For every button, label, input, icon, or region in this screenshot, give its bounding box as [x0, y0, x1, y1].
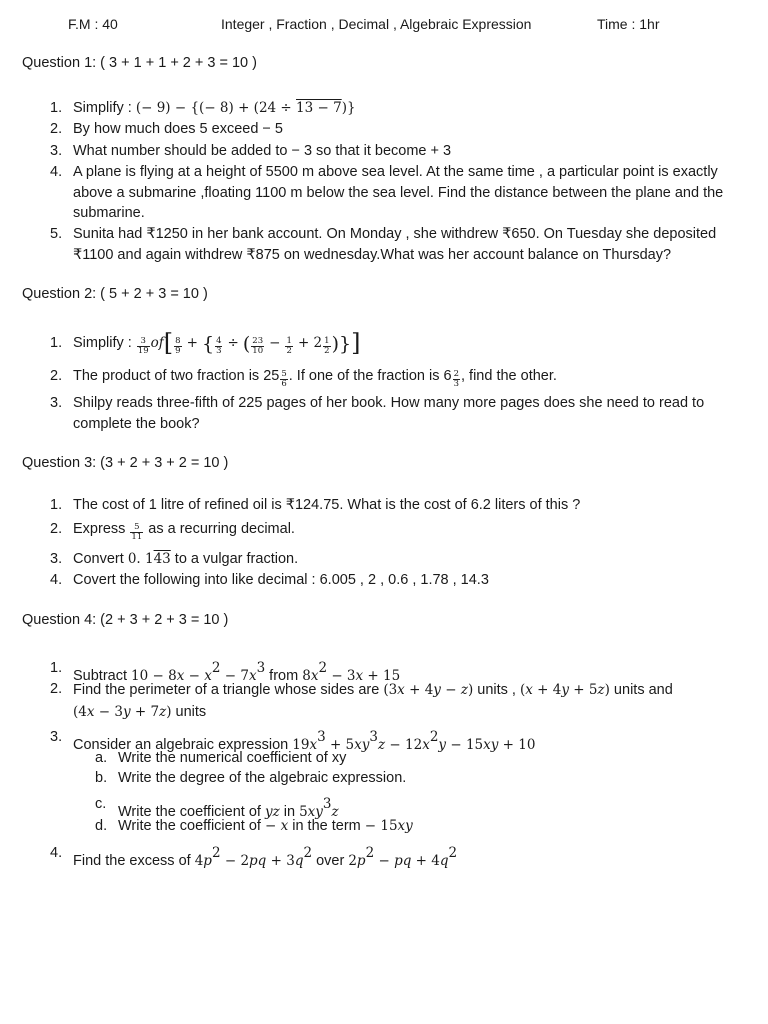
full-marks-label: F.M : 40: [68, 16, 118, 32]
question-4-heading: Question 4: (2 + 3 + 2 + 3 = 10 ): [22, 612, 229, 628]
question-3-heading: Question 3: (3 + 2 + 3 + 2 = 10 ): [22, 455, 229, 471]
question-1-heading: Question 1: ( 3 + 1 + 1 + 2 + 3 = 10 ): [22, 55, 257, 71]
question-2-heading: Question 2: ( 5 + 2 + 3 = 10 ): [22, 286, 208, 302]
time-label: Time : 1hr: [597, 16, 660, 32]
paper-title: Integer , Fraction , Decimal , Algebraic Expression: [221, 16, 532, 32]
